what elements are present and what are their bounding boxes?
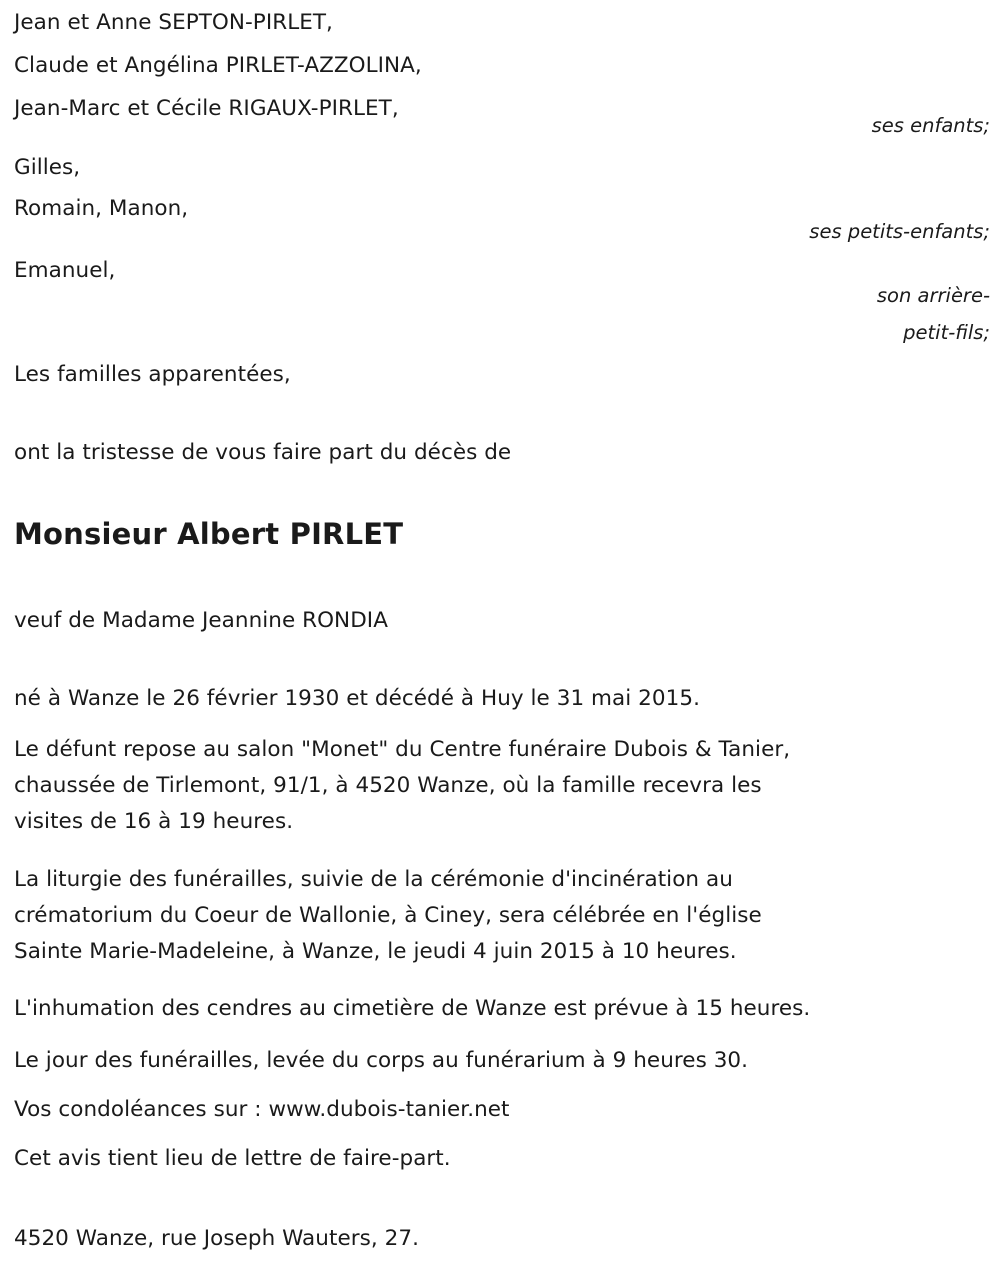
liturgy-line-2: crématorium du Coeur de Wallonie, à Ciney, sera célébrée en l'église — [14, 903, 762, 928]
related-families-line: Les familles apparentées, — [14, 362, 291, 387]
grandchild-line-2: Romain, Manon, — [14, 196, 189, 221]
repose-paragraph — [14, 732, 989, 840]
spouse-line: veuf de Madame Jeannine RONDIA — [14, 608, 388, 633]
liturgy-paragraph — [14, 862, 989, 970]
liturgy-line-1: La liturgie des funérailles, suivie de la cérémonie d'incinération au — [14, 867, 733, 892]
announcement-intro: ont la tristesse de vous faire part du décès de — [14, 440, 512, 465]
child-line-2: Claude et Angélina PIRLET-AZZOLINA, — [14, 53, 422, 78]
grandchild-line-1: Gilles, — [14, 155, 81, 180]
deceased-name: Monsieur Albert PIRLET — [14, 517, 404, 551]
grandchildren-relation-label: ses petits-enfants; — [809, 220, 990, 243]
great-grandchild-relation-label-line1: son arrière- — [876, 284, 990, 307]
repose-line-2: chaussée de Tirlemont, 91/1, à 4520 Wanze, où la famille recevra les — [14, 773, 762, 798]
child-line-3: Jean-Marc et Cécile RIGAUX-PIRLET, — [14, 96, 399, 121]
condolences-line: Vos condoléances sur : www.dubois-tanier.net — [14, 1097, 510, 1122]
great-grandchild-line-1: Emanuel, — [14, 258, 116, 283]
notice-statement-line: Cet avis tient lieu de lettre de faire-part. — [14, 1146, 451, 1171]
body-removal-line: Le jour des funérailles, levée du corps au funérarium à 9 heures 30. — [14, 1048, 749, 1073]
child-line-1: Jean et Anne SEPTON-PIRLET, — [14, 10, 333, 35]
birth-death-line: né à Wanze le 26 février 1930 et décédé à Huy le 31 mai 2015. — [14, 686, 700, 711]
repose-line-1: Le défunt repose au salon "Monet" du Centre funéraire Dubois & Tanier, — [14, 737, 791, 762]
repose-line-3: visites de 16 à 19 heures. — [14, 809, 294, 834]
great-grandchild-relation-label-line2: petit-fils; — [903, 321, 990, 344]
children-relation-label: ses enfants; — [871, 114, 990, 137]
address-line: 4520 Wanze, rue Joseph Wauters, 27. — [14, 1226, 419, 1251]
liturgy-line-3: Sainte Marie-Madeleine, à Wanze, le jeudi 4 juin 2015 à 10 heures. — [14, 939, 737, 964]
inhumation-line: L'inhumation des cendres au cimetière de Wanze est prévue à 15 heures. — [14, 996, 811, 1021]
